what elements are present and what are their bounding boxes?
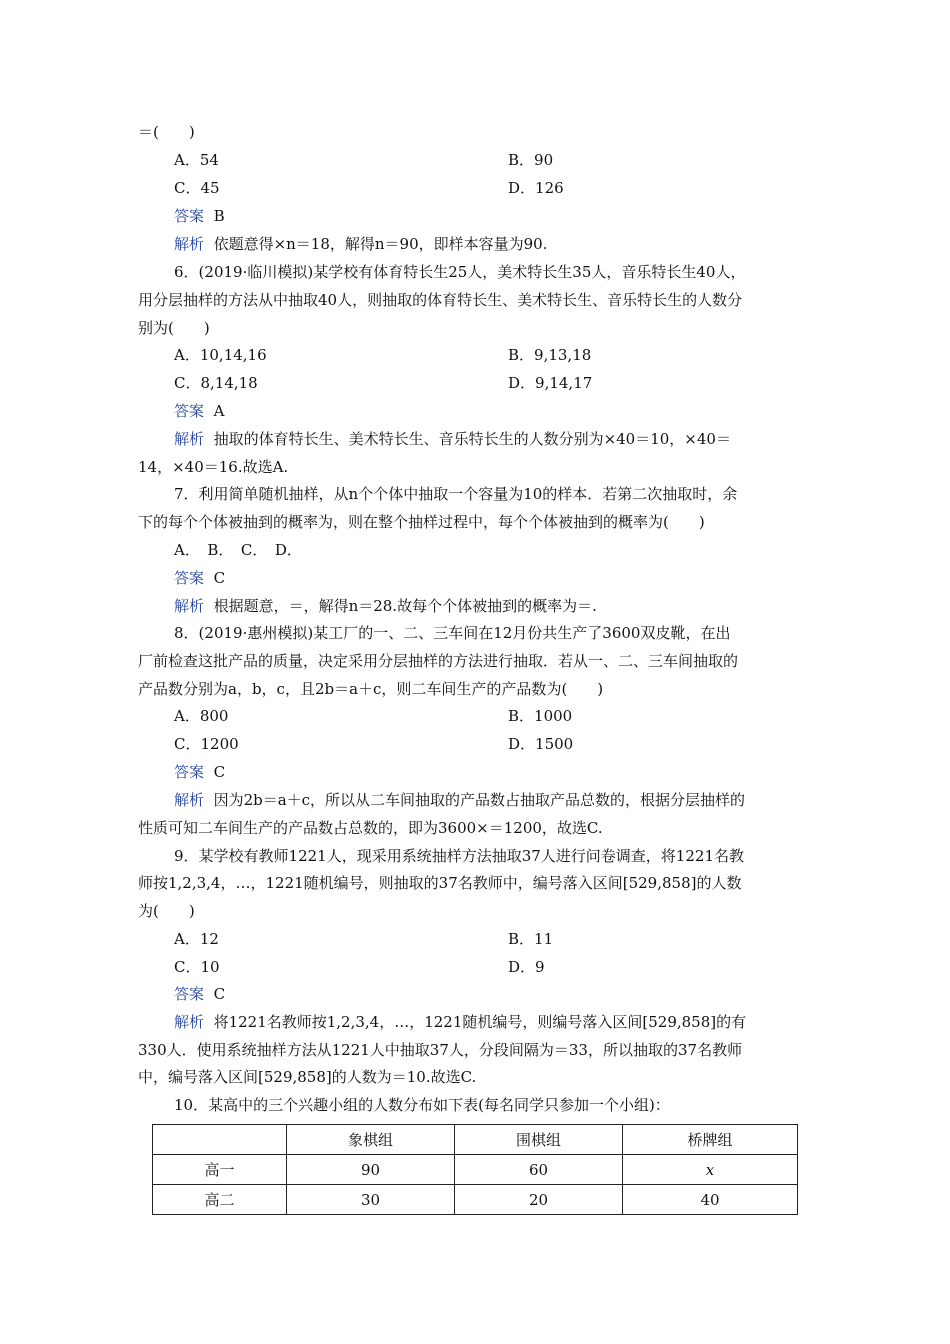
q9-option-c: C．10 bbox=[174, 958, 220, 976]
table-cell: 高二 bbox=[153, 1185, 287, 1215]
q5-stem-tail: ＝( ) bbox=[138, 123, 195, 141]
q5-option-d: D．126 bbox=[508, 179, 564, 197]
table-header-cell: 桥牌组 bbox=[623, 1125, 798, 1155]
q9-answer bbox=[174, 984, 225, 1004]
q9-analysis-line-1 bbox=[174, 1012, 746, 1032]
answer-value: C bbox=[213, 763, 226, 781]
q10-stem: 10．某高中的三个兴趣小组的人数分布如下表(每名同学只参加一个小组)： bbox=[174, 1096, 670, 1114]
analysis-label: 解析 bbox=[174, 791, 205, 809]
answer-value: B bbox=[213, 207, 225, 225]
answer-label: 答案 bbox=[174, 985, 205, 1003]
q8-stem-line-1: 8．(2019·惠州模拟)某工厂的一、二、三车间在12月份共生产了3600双皮靴，在出 bbox=[174, 624, 731, 642]
q9-analysis-line-2: 330人．使用系统抽样方法从1221人中抽取37人，分段间隔为＝33，所以抽取的37名教师 bbox=[138, 1041, 743, 1059]
q7-analysis bbox=[174, 596, 597, 616]
analysis-label: 解析 bbox=[174, 430, 205, 448]
table-cell: 60 bbox=[455, 1155, 623, 1185]
q7-stem-line-2: 下的每个个体被抽到的概率为，则在整个抽样过程中，每个个体被抽到的概率为( ) bbox=[138, 513, 705, 531]
answer-label: 答案 bbox=[174, 763, 205, 781]
analysis-text: 因为2b＝a＋c，所以从二车间抽取的产品数占抽取产品总数的，根据分层抽样的 bbox=[213, 791, 746, 809]
table-cell: 30 bbox=[287, 1185, 455, 1215]
table-cell: 40 bbox=[623, 1185, 798, 1215]
q9-stem-line-2: 师按1,2,3,4，…，1221随机编号，则抽取的37名教师中，编号落入区间[529,858]的人数 bbox=[138, 874, 742, 892]
q6-option-b: B．9,13,18 bbox=[508, 346, 592, 364]
q9-option-b: B．11 bbox=[508, 930, 554, 948]
q6-analysis-line-1 bbox=[174, 429, 731, 449]
q6-stem-line-2: 用分层抽样的方法从中抽取40人，则抽取的体育特长生、美术特长生、音乐特长生的人数分 bbox=[138, 291, 743, 309]
table-header-cell: 象棋组 bbox=[287, 1125, 455, 1155]
table-cell: 高一 bbox=[153, 1155, 287, 1185]
analysis-label: 解析 bbox=[174, 235, 205, 253]
analysis-text: 根据题意，＝，解得n＝28.故每个个体被抽到的概率为＝. bbox=[213, 597, 597, 615]
q9-option-a: A．12 bbox=[174, 930, 219, 948]
q6-option-c: C．8,14,18 bbox=[174, 374, 258, 392]
table-cell: 20 bbox=[455, 1185, 623, 1215]
answer-label: 答案 bbox=[174, 569, 205, 587]
table-cell: 90 bbox=[287, 1155, 455, 1185]
q7-stem-line-1: 7．利用简单随机抽样，从n个个体中抽取一个容量为10的样本．若第二次抽取时，余 bbox=[174, 485, 738, 503]
q8-option-c: C．1200 bbox=[174, 735, 239, 753]
q9-option-d: D．9 bbox=[508, 958, 545, 976]
answer-label: 答案 bbox=[174, 402, 205, 420]
q6-stem-line-1: 6．(2019·临川模拟)某学校有体育特长生25人，美术特长生35人，音乐特长生40人， bbox=[174, 263, 746, 281]
q9-stem-line-1: 9．某学校有教师1221人，现采用系统抽样方法抽取37人进行问卷调查，将1221名教 bbox=[174, 847, 744, 865]
q5-option-b: B．90 bbox=[508, 151, 554, 169]
q8-analysis-line-2: 性质可知二车间生产的产品数占总数的，即为3600×＝1200，故选C. bbox=[138, 819, 603, 837]
q6-option-a: A．10,14,16 bbox=[174, 346, 267, 364]
q7-options: A． B． C． D． bbox=[174, 541, 302, 559]
analysis-text: 依题意得×n＝18，解得n＝90，即样本容量为90. bbox=[213, 235, 548, 253]
analysis-text: 将1221名教师按1,2,3,4，…，1221随机编号，则编号落入区间[529,858]的有 bbox=[213, 1013, 747, 1031]
table-header-cell bbox=[153, 1125, 287, 1155]
answer-value: C bbox=[213, 985, 226, 1003]
table-cell: x bbox=[623, 1155, 798, 1185]
q5-option-c: C．45 bbox=[174, 179, 220, 197]
analysis-label: 解析 bbox=[174, 597, 205, 615]
q8-answer bbox=[174, 762, 225, 782]
q6-stem-line-3: 别为( ) bbox=[138, 319, 210, 337]
q6-analysis-line-2: 14，×40＝16.故选A. bbox=[138, 458, 289, 476]
q9-stem-line-3: 为( ) bbox=[138, 902, 195, 920]
q7-answer bbox=[174, 568, 225, 588]
analysis-text: 抽取的体育特长生、美术特长生、音乐特长生的人数分别为×40＝10，×40＝ bbox=[213, 430, 731, 448]
q6-option-d: D．9,14,17 bbox=[508, 374, 593, 392]
interest-group-table bbox=[152, 1124, 798, 1215]
q5-answer bbox=[174, 206, 225, 226]
q8-option-a: A．800 bbox=[174, 707, 229, 725]
q8-option-d: D．1500 bbox=[508, 735, 574, 753]
q8-option-b: B．1000 bbox=[508, 707, 573, 725]
q8-analysis-line-1 bbox=[174, 790, 745, 810]
answer-label: 答案 bbox=[174, 207, 205, 225]
q6-answer bbox=[174, 401, 224, 421]
table-row bbox=[153, 1185, 798, 1215]
q8-stem-line-3: 产品数分别为a，b，c，且2b＝a＋c，则二车间生产的产品数为( ) bbox=[138, 680, 604, 698]
q5-analysis bbox=[174, 234, 547, 254]
q9-analysis-line-3: 中，编号落入区间[529,858]的人数为＝10.故选C. bbox=[138, 1068, 477, 1086]
answer-value: A bbox=[213, 402, 225, 420]
table-row bbox=[153, 1155, 798, 1185]
analysis-label: 解析 bbox=[174, 1013, 205, 1031]
q8-stem-line-2: 厂前检查这批产品的质量，决定采用分层抽样的方法进行抽取．若从一、二、三车间抽取的 bbox=[138, 652, 739, 670]
answer-value: C bbox=[213, 569, 226, 587]
table-header-row bbox=[153, 1125, 798, 1155]
q5-option-a: A．54 bbox=[174, 151, 219, 169]
table-header-cell: 围棋组 bbox=[455, 1125, 623, 1155]
